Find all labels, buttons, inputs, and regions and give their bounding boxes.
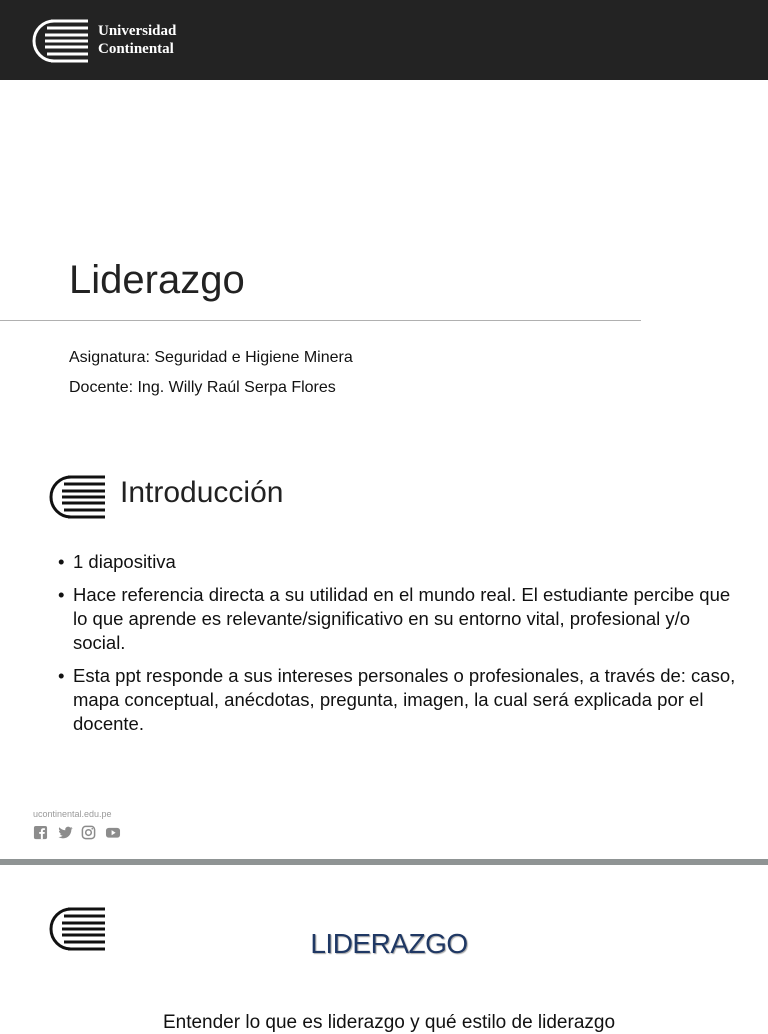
- facebook-icon[interactable]: [33, 825, 50, 842]
- slide-title: Liderazgo: [69, 258, 245, 302]
- slide-title: LIDERAZGO: [310, 928, 468, 959]
- university-logo-icon: [45, 474, 107, 520]
- youtube-icon[interactable]: [105, 825, 122, 842]
- brand-line-2: Continental: [98, 41, 174, 57]
- list-item: • Esta ppt responde a sus intereses personales o profesionales, a través de: caso, mapa conceptual, anécdotas, pregunta, imagen, la cual será explicada por el docente.: [58, 664, 738, 736]
- subject-line: Asignatura: Seguridad e Higiene Minera: [69, 349, 353, 366]
- title-underline: [0, 320, 641, 321]
- list-item: • Hace referencia directa a su utilidad en el mundo real. El estudiante percibe que lo que aprende es relevante/significativo en su entorno vital, profesional y/o social.: [58, 583, 738, 655]
- teacher-line: Docente: Ing. Willy Raúl Serpa Flores: [69, 379, 336, 396]
- brand-line-1: Universidad: [98, 23, 177, 39]
- slide-divider: [0, 859, 768, 865]
- social-links: [33, 825, 122, 842]
- instagram-icon[interactable]: [81, 825, 98, 842]
- list-item: • 1 diapositiva: [58, 550, 738, 574]
- university-logo-icon: [28, 18, 90, 64]
- section-heading: Introducción: [120, 476, 284, 509]
- slide-body-text: Entender lo que es liderazgo y qué estilo de liderazgo: [162, 1012, 616, 1033]
- brand-name: [98, 22, 176, 58]
- website-link[interactable]: ucontinental.edu.pe: [33, 809, 112, 819]
- header-bar: [0, 0, 768, 80]
- twitter-icon[interactable]: [57, 825, 74, 842]
- bullet-list: [58, 550, 738, 745]
